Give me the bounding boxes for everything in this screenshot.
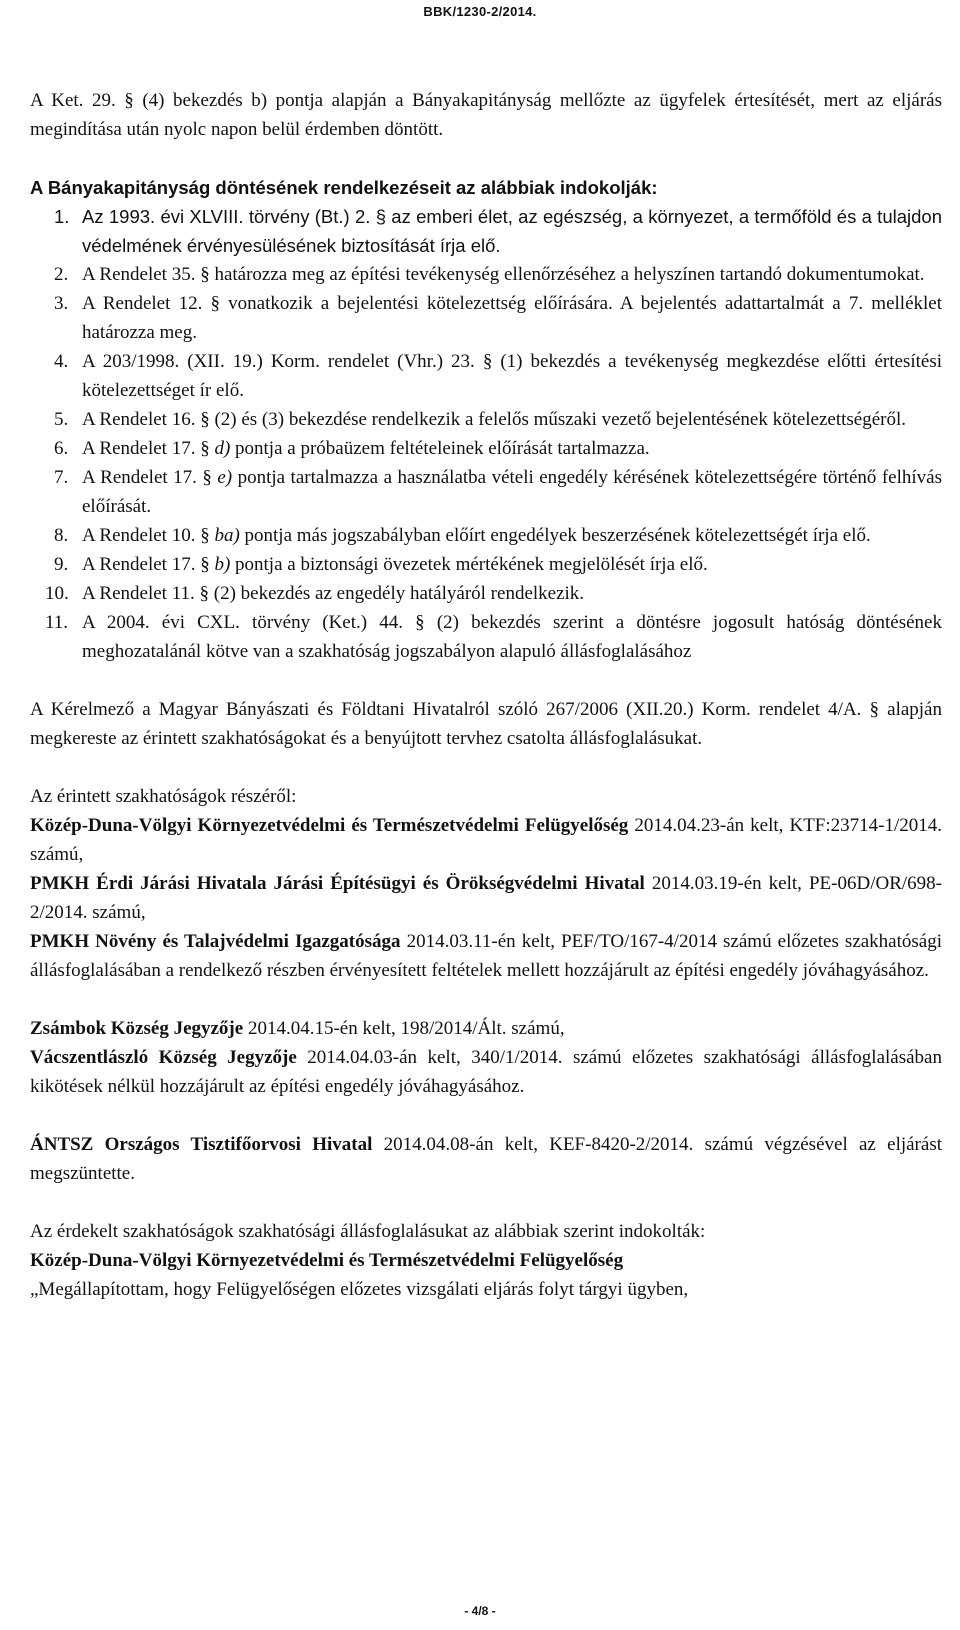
page-number: - 4/8 - xyxy=(464,1604,496,1618)
authority-1: Közép-Duna-Völgyi Környezetvédelmi és Természetvédelmi Felügyelőség 2014.04.23-án kelt, KTF:23714-1/2014. számú, xyxy=(30,815,943,865)
list-item: 4. A 203/1998. (XII. 19.) Korm. rendelet (Vhr.) 23. § (1) bekezdés a tevékenység megkezdése előtti értesítési kötelezettséget ír elő. xyxy=(54,351,942,401)
document-header: BBK/1230-2/2014. xyxy=(423,4,537,19)
list-item: 3. A Rendelet 12. § vonatkozik a bejelentési kötelezettség előírására. A bejelentés adattartalmát a 7. melléklet határozza meg. xyxy=(54,293,942,343)
list-item: 6. A Rendelet 17. § d) pontja a próbaüzem feltételeinek előírását tartalmazza. xyxy=(54,438,650,459)
list-item: 1. Az 1993. évi XLVIII. törvény (Bt.) 2. § az emberi élet, az egészség, a környezet, a termőföld és a tulajdon védelmének érvényesülésének biztosítását írja elő. xyxy=(54,206,942,256)
reasoning-heading: A Bányakapitányság döntésének rendelkezéseit az alábbiak indokolják: xyxy=(30,177,658,198)
authority-5: Vácszentlászló Község Jegyzője 2014.04.03-án kelt, 340/1/2014. számú előzetes szakhatósági állásfoglalásában kikötések nélkül hozzájárult az építési engedély jóváhagyásához. xyxy=(30,1047,942,1097)
list-item: 8. A Rendelet 10. § ba) pontja más jogszabályban előírt engedélyek beszerzésének kötelezettségét írja elő. xyxy=(54,525,871,546)
authorities-intro: Az érintett szakhatóságok részéről: xyxy=(30,786,297,807)
reasoning-list xyxy=(30,202,942,666)
list-item: 11. A 2004. évi CXL. törvény (Ket.) 44. § (2) bekezdés szerint a döntésre jogosult hatóság döntésének meghozatalánál kötve van a szakhatóság jogszabályon alapuló állásfoglalásához xyxy=(45,612,942,662)
authority-3: PMKH Növény és Talajvédelmi Igazgatósága 2014.03.11-én kelt, PEF/TO/167-4/2014 számú előzetes szakhatósági állásfoglalásában a rendelkező részben érvényesített feltételek mellett hozzájárult az építési engedély jóváhagyásához. xyxy=(30,931,943,981)
justification-heading: Közép-Duna-Völgyi Környezetvédelmi és Természetvédelmi Felügyelőség xyxy=(30,1250,624,1271)
list-item: 5. A Rendelet 16. § (2) és (3) bekezdése rendelkezik a felelős műszaki vezető bejelentésének kötelezettségéről. xyxy=(54,409,907,430)
authority-6: ÁNTSZ Országos Tisztifőorvosi Hivatal 2014.04.08-án kelt, KEF-8420-2/2014. számú végzésével az eljárást megszüntette. xyxy=(30,1134,942,1184)
list-item: 10. A Rendelet 11. § (2) bekezdés az engedély hatályáról rendelkezik. xyxy=(45,583,585,604)
document-body xyxy=(30,86,942,1304)
paragraph-consultation: A Kérelmező a Magyar Bányászati és Földtani Hivatalról szóló 267/2006 (XII.20.) Korm. rendelet 4/A. § alapján megkereste az érintett szakhatóságokat és a benyújtott tervhez csatolta állásfoglalásukat. xyxy=(30,699,942,749)
list-item: 2. A Rendelet 35. § határozza meg az építési tevékenység ellenőrzéséhez a helyszínen tartandó dokumentumokat. xyxy=(54,264,925,285)
paragraph-notification: A Ket. 29. § (4) bekezdés b) pontja alapján a Bányakapitányság mellőzte az ügyfelek értesítését, mert az eljárás megindítása után nyolc napon belül érdemben döntött. xyxy=(30,90,942,140)
list-item: 7. A Rendelet 17. § e) pontja tartalmazza a használatba vételi engedély kérésének kötelezettségére történő felhívás előírását. xyxy=(54,467,943,517)
authority-2: PMKH Érdi Járási Hivatala Járási Építésügyi és Örökségvédelmi Hivatal 2014.03.19-én kelt, PE-06D/OR/698-2/2014. számú, xyxy=(30,873,942,923)
authority-4: Zsámbok Község Jegyzője 2014.04.15-én kelt, 198/2014/Ált. számú, xyxy=(30,1018,565,1039)
list-item: 9. A Rendelet 17. § b) pontja a biztonsági övezetek mértékének megjelölését írja elő. xyxy=(54,554,708,575)
justification-intro: Az érdekelt szakhatóságok szakhatósági állásfoglalásukat az alábbiak szerint indokolták: xyxy=(30,1221,706,1242)
justification-quote: „Megállapítottam, hogy Felügyelőségen előzetes vizsgálati eljárás folyt tárgyi ügyben, xyxy=(30,1279,689,1300)
